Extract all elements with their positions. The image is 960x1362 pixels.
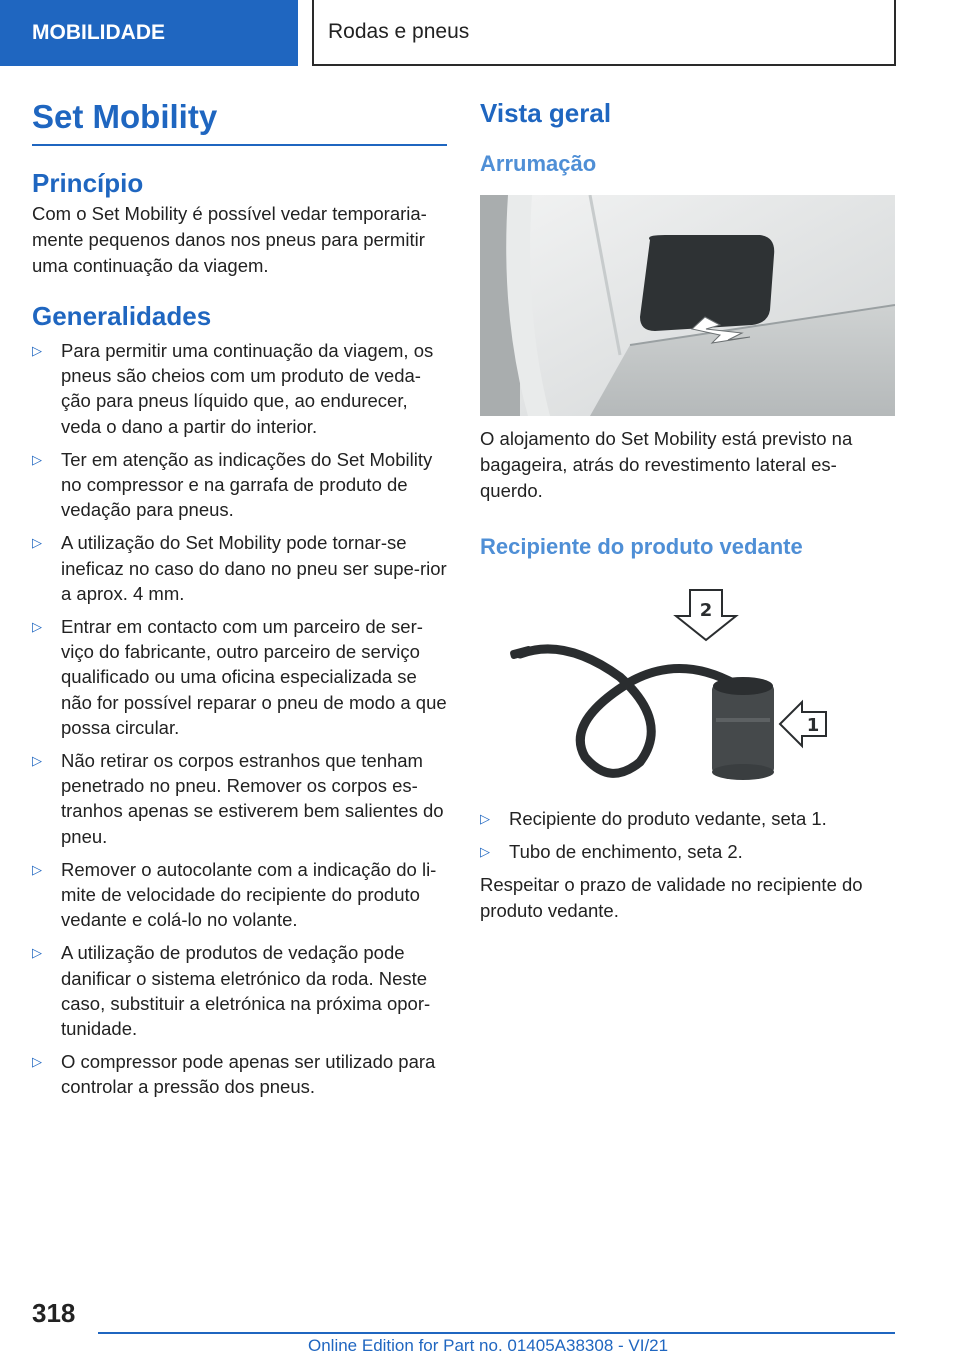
- triangle-bullet-icon: ▷: [32, 343, 42, 358]
- list-item: ▷ Para permitir uma continuação da viagem, os pneus são cheios com um produto de veda-ção para pneus líquido que, ao endurecer, veda o dano a partir do interior.: [32, 340, 434, 437]
- triangle-bullet-icon: ▷: [32, 619, 42, 635]
- list-item: ▷ Recipiente do produto vedante, seta 1.: [480, 806, 895, 831]
- section-header: [312, 0, 896, 66]
- list-item: ▷ Não retirar os corpos estranhos que tenham penetrado no pneu. Remover os corpos es-tranhos apenas se estiverem bem salientes do pneu.: [32, 750, 444, 847]
- triangle-bullet-icon: ▷: [480, 844, 490, 860]
- container-note: Respeitar o prazo de validade no recipiente do produto vedante.: [480, 874, 863, 922]
- left-column: [32, 98, 447, 1108]
- overview-heading: Vista geral: [480, 98, 612, 128]
- list-item: ▷ Ter em atenção as indicações do Set Mobility no compressor e na garrafa de produto de vedação para pneus.: [32, 448, 433, 521]
- principle-heading: Princípio: [32, 168, 144, 198]
- general-list: [32, 338, 447, 1100]
- list-item: ▷ A utilização do Set Mobility pode tornar-se ineficaz no caso do dano no pneu ser supe-rior a aprox. 4 mm.: [32, 532, 447, 604]
- chapter-tab[interactable]: [0, 0, 298, 66]
- callout-number-1: 1: [806, 715, 820, 736]
- section-label: Rodas e pneus: [328, 20, 470, 43]
- triangle-bullet-icon: ▷: [32, 1054, 42, 1070]
- page-title: Set Mobility: [32, 98, 447, 146]
- principle-text: Com o Set Mobility é possível vedar temporaria-mente pequenos danos nos pneus para permitir uma continuação da viagem.: [32, 203, 427, 276]
- footer-divider: [98, 1332, 895, 1334]
- sealant-container-image: [480, 582, 895, 792]
- chapter-label: MOBILIDADE: [32, 21, 165, 44]
- right-column: [480, 98, 895, 924]
- triangle-bullet-icon: ▷: [32, 753, 42, 769]
- triangle-bullet-icon: ▷: [32, 451, 42, 467]
- triangle-bullet-icon: ▷: [32, 861, 42, 877]
- trunk-storage-image: [480, 195, 895, 416]
- callout-number-2: 2: [699, 600, 713, 621]
- list-item: ▷ Tubo de enchimento, seta 2.: [480, 839, 895, 864]
- general-heading: Generalidades: [32, 301, 212, 331]
- triangle-bullet-icon: ▷: [480, 811, 490, 826]
- page-number: 318: [32, 1298, 76, 1328]
- list-item: ▷ Remover o autocolante com a indicação do li-mite de velocidade do recipiente do produto vedante e colá-lo no volante.: [32, 858, 437, 931]
- list-item: ▷ A utilização de produtos de vedação pode danificar o sistema eletrónico da roda. Neste caso, substituir a eletrónica na próxima opor-tunidade.: [32, 942, 431, 1040]
- list-item: ▷ O compressor pode apenas ser utilizado para controlar a pressão dos pneus.: [32, 1051, 436, 1098]
- container-list: [480, 806, 895, 864]
- storage-text: O alojamento do Set Mobility está previsto na bagageira, atrás do revestimento lateral es-querdo.: [480, 428, 853, 501]
- triangle-bullet-icon: ▷: [32, 535, 42, 551]
- storage-heading: Arrumação: [480, 151, 597, 176]
- triangle-bullet-icon: ▷: [32, 945, 42, 961]
- list-item: ▷ Entrar em contacto com um parceiro de ser-viço do fabricante, outro parceiro de serviço qualificado ou uma oficina especializada se não for possível reparar o pneu de modo a que possa circular.: [32, 616, 447, 738]
- footer-edition: Online Edition for Part no. 01405A38308 - VI/21: [308, 1336, 669, 1355]
- container-heading: Recipiente do produto vedante: [480, 534, 803, 559]
